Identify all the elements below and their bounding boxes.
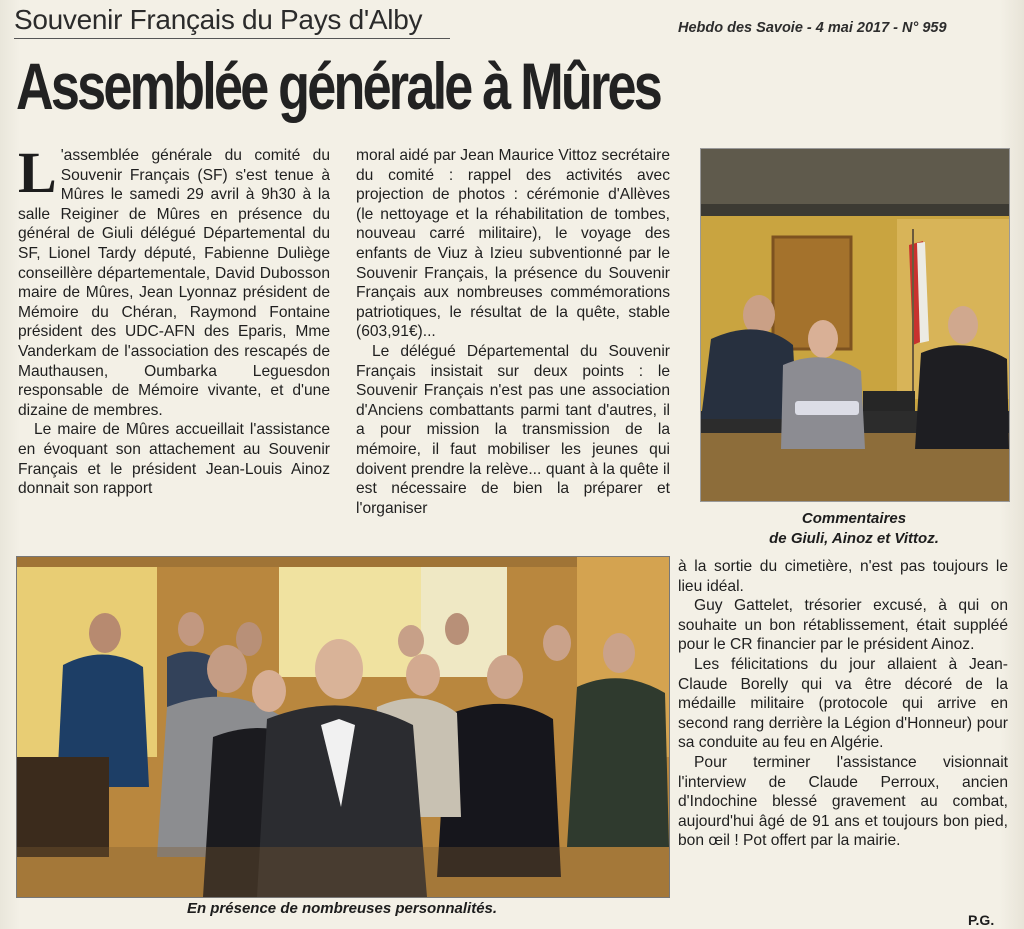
publication-line: Hebdo des Savoie - 4 mai 2017 - N° 959 [678,20,947,36]
paragraph: moral aidé par Jean Maurice Vittoz secrétaire du comité : rappel des activités avec projection de photos : cérémonie d'Allèves (le nettoyage et la réhabilitation de tombes, nouveau carré militaire), le voyage des enfants de Viuz à Izieu subventionné par le Souvenir Français, la présence du Souvenir Français aux nombreuses commémorations patriotiques, le résultat de la quête, stable (603,91€)... [356,147,670,341]
photo-audience [16,556,670,898]
photo-audience-caption: En présence de nombreuses personnalités. [186,900,498,917]
article-column-2 [356,146,670,546]
paragraph: à la sortie du cimetière, n'est pas toujours le lieu idéal. [678,558,1008,595]
photo-speakers-caption [700,509,1008,549]
paragraph-text: 'assemblée générale du comité du Souvenir Français (SF) s'est tenue à Mûres le samedi 29 avril à 9h30 à la salle Reiginer de Mûres en présence du général de Giuli délégué Départemental du SF, Lionel Tardy député, Fabienne Duliège conseillère départementale, David Dubosson maire de Mûres, Jean Lyonnaz président de Mémoire du Chéran, Raymond Fontaine président des UDC-AFN des Eparis, Mme Vanderkam de l'association des rescapés de Mauthausen, Oumbarka Leguesdon responsable de Mémoire vivante, et d'une dizaine de membres. [18,147,330,419]
caption-line: Commentaires [801,510,907,527]
photo-speakers-illustration [701,149,1009,501]
article-column-3 [678,557,1008,917]
drop-cap: L [18,146,57,205]
section-rubric: Souvenir Français du Pays d'Alby [14,4,423,35]
photo-audience-illustration [17,557,669,897]
photo-speakers [700,148,1010,502]
caption-line: de Giuli, Ainoz et Vittoz. [769,530,939,547]
paragraph: Les félicitations du jour allaient à Jean-Claude Borelly qui va être décoré de la médaille militaire (protocole qui arrive en second rang derrière la Légion d'Honneur) pour sa conduite au feu en Algérie. [678,655,1008,752]
paragraph: Pour terminer l'assistance visionnait l'interview de Claude Perroux, ancien d'Indochine blessé gravement au combat, aujourd'hui âgé de 91 ans et toujours bon pied, bon œil ! Pot offert par la mairie. [678,753,1008,850]
paragraph: Guy Gattelet, trésorier excusé, à qui on souhaite un bon rétablissement, était suppléé pour le CR financier par le président Ainoz. [678,597,1008,654]
headline: Assemblée générale à Mûres [16,49,660,123]
rubric-divider [14,38,450,39]
article-column-1 [18,146,330,546]
paragraph: Le maire de Mûres accueillait l'assistance en évoquant son attachement au Souvenir Français et le président Jean-Louis Ainoz donnait son rapport [18,421,330,498]
paragraph [18,146,330,420]
paragraph: Le délégué Départemental du Souvenir Français insistait sur deux points : le Souvenir Français n'est pas une association d'Anciens combattants parmi tant d'autres, il a pour mission la transmission de la mémoire, il faut mobiliser les jeunes qui doivent prendre la relève... quant à la quête il est nécessaire de bien la préparer et l'organiser [356,342,670,517]
author-signature: P.G. [968,912,995,928]
